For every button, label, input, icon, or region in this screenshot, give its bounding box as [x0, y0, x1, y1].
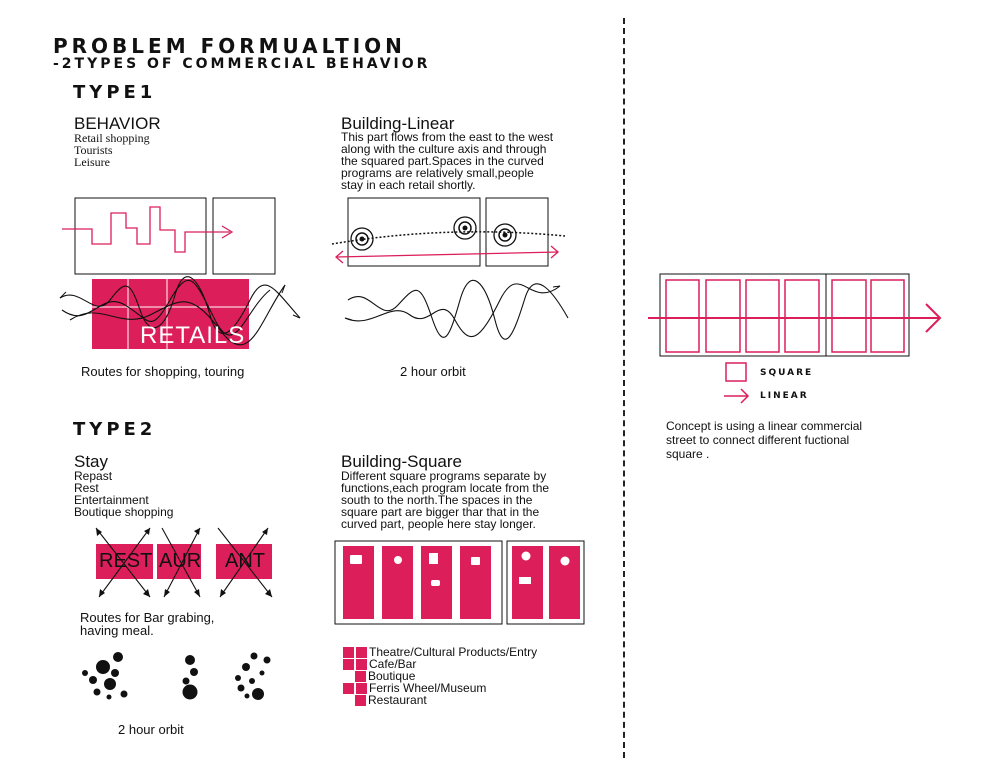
type1-heading: TYPE1: [73, 82, 157, 103]
description-line: This part flows from the east to the west: [341, 130, 554, 144]
concept-line: Concept is using a linear commercial: [666, 419, 863, 433]
target-node: [351, 228, 373, 250]
cafe-icon: [356, 659, 367, 670]
building-square-title: Building-Square: [341, 452, 462, 471]
restaurant-part: AUR: [159, 550, 202, 572]
boutique-icon: [355, 671, 366, 682]
legend-item: Restaurant: [343, 694, 537, 706]
theatre-icon: [343, 647, 354, 658]
cultural-icon: [356, 647, 367, 658]
building-square-description: [341, 470, 549, 530]
stay-list: [74, 470, 173, 518]
description-line: south to the north.The spaces in the: [341, 493, 533, 507]
restaurant-icon: [355, 695, 366, 706]
stay-item: Repast: [74, 469, 113, 483]
bar-icon: [343, 659, 354, 670]
target-node: [454, 217, 476, 239]
description-line: stay in each retail shortly.: [341, 178, 476, 192]
description-line: programs are relatively small,people: [341, 166, 534, 180]
legend-item: Ferris Wheel/Museum: [343, 682, 537, 694]
museum-icon: [356, 683, 367, 694]
description-line: square part are bigger thar that in the: [341, 505, 540, 519]
retail-box-large: [75, 198, 206, 274]
museum-icon: [519, 577, 531, 584]
restaurant-part: REST: [99, 550, 153, 572]
description-line: along with the culture axis and through: [341, 142, 547, 156]
orbit-route: [348, 280, 568, 339]
description-line: the squared part.Spaces in the curved: [341, 154, 544, 168]
ferris-wheel-icon: [343, 683, 354, 694]
restaurant-part: ANT: [225, 550, 265, 572]
concept-text: [666, 419, 862, 461]
building-linear-title: Building-Linear: [341, 114, 455, 133]
behavior-item: Leisure: [74, 155, 110, 169]
bar-icon: [429, 553, 438, 564]
linear-label: LINEAR: [760, 391, 809, 401]
ferris-wheel-icon: [522, 552, 531, 561]
concept-line: square .: [666, 447, 710, 461]
description-line: functions,each program locate from the: [341, 481, 550, 495]
caption-bar-routes: Routes for Bar grabing, having meal.: [80, 610, 215, 638]
square-legend-swatch: [726, 363, 746, 381]
stepped-route: [62, 207, 230, 252]
stay-item: Entertainment: [74, 493, 149, 507]
cafe-icon: [431, 580, 440, 586]
orbit-dots: [82, 652, 271, 700]
stay-item: Boutique shopping: [74, 505, 174, 519]
legend-item: Boutique: [343, 670, 537, 682]
page-divider: [623, 18, 625, 758]
concept-squares: [666, 280, 904, 352]
target-node: [494, 224, 516, 246]
program-legend: [343, 646, 537, 706]
legend-item: Cafe/Bar: [343, 658, 537, 670]
concept-line: street to connect different fuctional: [666, 433, 850, 447]
type2-heading: TYPE2: [73, 419, 157, 440]
boutique-icon: [471, 557, 480, 565]
caption-orbit-2: 2 hour orbit: [118, 722, 184, 737]
restaurant-icon: [561, 557, 570, 566]
stay-item: Rest: [74, 481, 99, 495]
legend-item: Theatre/Cultural Products/Entry: [343, 646, 537, 658]
linear-flow-line: [336, 252, 558, 257]
theatre-icon: [350, 555, 362, 564]
retails-label: RETAILS: [140, 322, 246, 349]
program-column: [460, 546, 491, 619]
behavior-title: BEHAVIOR: [74, 114, 161, 133]
behavior-item: Tourists: [74, 143, 113, 157]
page-subtitle: -2TYPES OF COMMERCIAL BEHAVIOR: [53, 56, 431, 72]
description-line: Different square programs separate by: [341, 469, 547, 483]
cultural-icon: [394, 556, 402, 564]
behavior-item: Retail shopping: [74, 131, 150, 145]
retail-box-small: [213, 198, 275, 274]
description-line: curved part, people here stay longer.: [341, 517, 536, 531]
stay-title: Stay: [74, 452, 109, 471]
caption-shopping-routes: Routes for shopping, touring: [81, 364, 245, 379]
page-title: PROBLEM FORMUALTION: [53, 34, 406, 58]
square-label: SQUARE: [760, 368, 814, 378]
caption-orbit: 2 hour orbit: [400, 364, 466, 379]
